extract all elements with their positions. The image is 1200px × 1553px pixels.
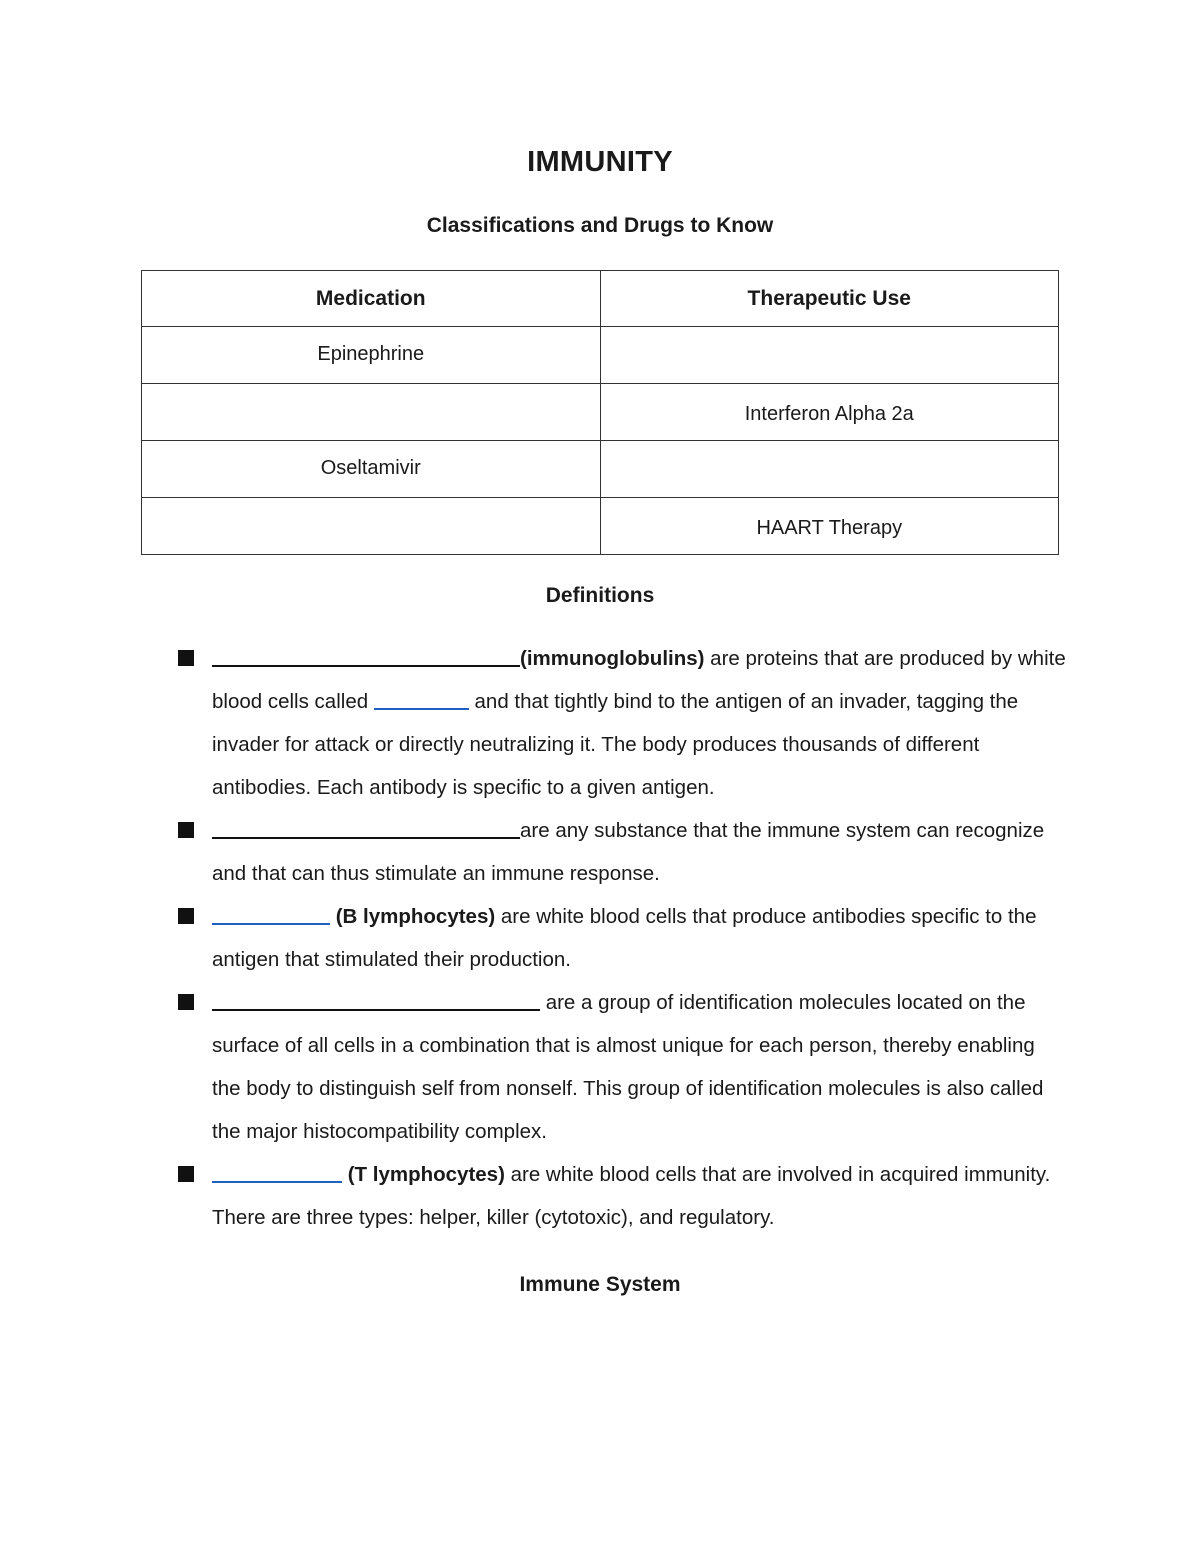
table-header-row bbox=[142, 271, 1059, 327]
definition-b-cells bbox=[178, 895, 1068, 981]
table-cell-medication: Epinephrine bbox=[142, 327, 601, 384]
square-bullet-icon bbox=[178, 822, 194, 838]
definition-text: and that tightly bind to the antigen of an invader, tagging the invader for attack or directly neutralizing it. The body produces thousands of different antibodies. Each antibody is specific to a given antigen. bbox=[212, 690, 1019, 799]
table-row bbox=[142, 498, 1059, 555]
definition-text: are proteins that are produced by white blood cells called bbox=[212, 647, 1066, 713]
definition-term: (T lymphocytes) bbox=[347, 1163, 505, 1186]
definition-term: (immunoglobulins) bbox=[520, 647, 705, 670]
definition-antibodies bbox=[178, 637, 1068, 809]
header-medication: Medication bbox=[142, 271, 601, 327]
definition-antigens bbox=[178, 809, 1068, 895]
definition-text: are any substance that the immune system can recognize and that can thus stimulate an immune response. bbox=[212, 819, 1045, 885]
table-cell-therapeutic-use: Interferon Alpha 2a bbox=[600, 384, 1059, 441]
fill-blank-blue bbox=[374, 684, 469, 710]
fill-blank-blue bbox=[212, 899, 330, 925]
fill-blank bbox=[212, 985, 540, 1011]
definition-mhc bbox=[178, 981, 1068, 1153]
definitions-heading: Definitions bbox=[545, 584, 655, 607]
table-row bbox=[142, 327, 1059, 384]
square-bullet-icon bbox=[178, 650, 194, 666]
page-title: IMMUNITY bbox=[527, 146, 673, 178]
definition-text: are white blood cells that are involved in acquired immunity. There are three types: helper, killer (cytotoxic), and regulatory. bbox=[212, 1163, 1051, 1229]
definition-text: are a group of identification molecules located on the surface of all cells in a combination that is almost unique for each person, thereby enabling the body to distinguish self from nonself. This group of identification molecules is also called the major histocompatibility complex. bbox=[212, 991, 1044, 1143]
header-therapeutic-use: Therapeutic Use bbox=[600, 271, 1059, 327]
table-cell-medication bbox=[142, 384, 601, 441]
table-row bbox=[142, 384, 1059, 441]
table-row bbox=[142, 441, 1059, 498]
fill-blank-blue bbox=[212, 1157, 342, 1183]
fill-blank bbox=[212, 813, 520, 839]
square-bullet-icon bbox=[178, 994, 194, 1010]
definition-text: are white blood cells that produce antibodies specific to the antigen that stimulated their production. bbox=[212, 905, 1037, 971]
fill-blank bbox=[212, 641, 520, 667]
page-subtitle: Classifications and Drugs to Know bbox=[426, 214, 774, 237]
definition-t-cells bbox=[178, 1153, 1068, 1239]
table-cell-medication bbox=[142, 498, 601, 555]
table-cell-medication: Oseltamivir bbox=[142, 441, 601, 498]
immune-system-heading: Immune System bbox=[519, 1273, 681, 1296]
definitions-list bbox=[178, 637, 1068, 1239]
definition-term: (B lymphocytes) bbox=[335, 905, 496, 928]
table-cell-therapeutic-use bbox=[600, 327, 1059, 384]
medications-table bbox=[141, 270, 1059, 555]
table-cell-therapeutic-use: HAART Therapy bbox=[600, 498, 1059, 555]
square-bullet-icon bbox=[178, 908, 194, 924]
square-bullet-icon bbox=[178, 1166, 194, 1182]
table-cell-therapeutic-use bbox=[600, 441, 1059, 498]
